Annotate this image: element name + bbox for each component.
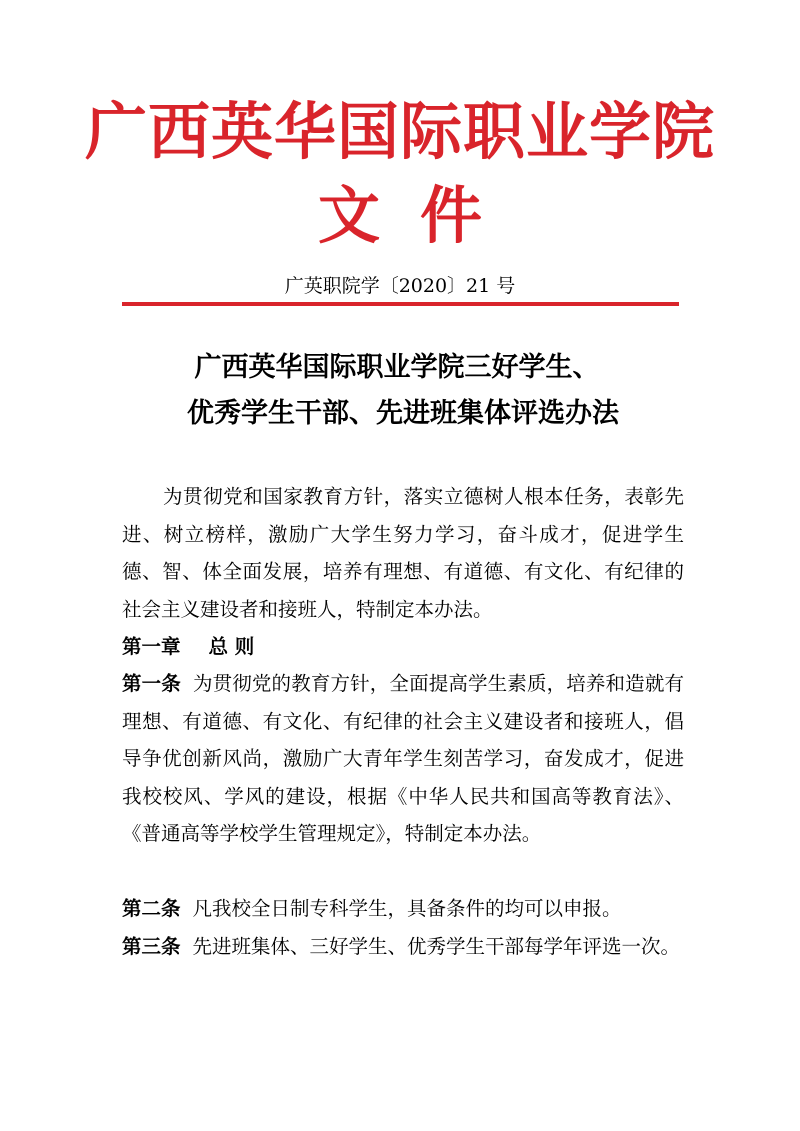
document-title-line-1: 广西英华国际职业学院三好学生、 — [194, 352, 600, 383]
article-1-text: 为贯彻党的教育方针，全面提高学生素质，培养和造就有理想、有道德、有文化、有纪律的社会主义建设者和接班人，倡导争优创新风尚，激励广大青年学生刻苦学习，奋发成才，促进我校校风、学风的建设，根据《中华人民共和国高等教育法》、《普通高等学校学生管理规定》，特制定本办法。 — [122, 672, 684, 845]
article-1-label: 第一条 — [122, 672, 181, 695]
masthead-document-label: 文件 — [317, 179, 522, 252]
red-divider-line — [122, 302, 679, 306]
article-1 — [122, 665, 684, 853]
article-2-text: 凡我校全日制专科学生，具备条件的均可以申报。 — [192, 897, 622, 920]
intro-paragraph: 为贯彻党和国家教育方针，落实立德树人根本任务，表彰先进、树立榜样，激励广大学生努力学习，奋斗成才，促进学生德、智、体全面发展，培养有理想、有道德、有文化、有纪律的社会主义建设者和接班人，特制定本办法。 — [122, 485, 684, 621]
document-number: 广英职院学〔2020〕21 号 — [284, 275, 516, 297]
document-title-line-2: 优秀学生干部、先进班集体评选办法 — [187, 398, 619, 429]
chapter-heading — [122, 628, 254, 666]
masthead-organization: 广西英华国际职业学院 — [84, 95, 715, 168]
article-2-label: 第二条 — [122, 897, 181, 920]
chapter-number: 第一章 — [122, 635, 181, 658]
article-3 — [122, 928, 684, 966]
chapter-name: 总 则 — [208, 635, 255, 658]
article-3-text: 先进班集体、三好学生、优秀学生干部每学年评选一次。 — [192, 935, 681, 958]
article-2 — [122, 890, 684, 928]
article-3-label: 第三条 — [122, 935, 181, 958]
